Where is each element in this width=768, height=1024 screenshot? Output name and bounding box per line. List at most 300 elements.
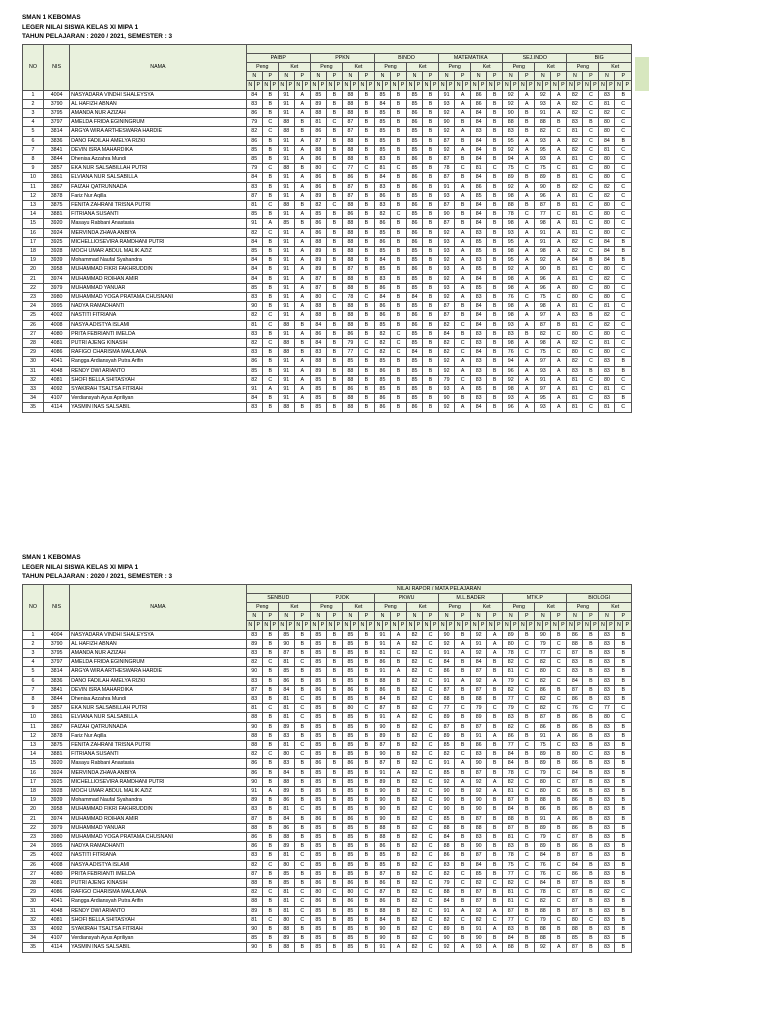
grade-cell: C [455, 879, 471, 888]
grade-cell: B [615, 658, 632, 667]
grade-cell: 88 [342, 274, 358, 283]
grade-cell: B [358, 136, 374, 145]
np-subheader: P [366, 81, 374, 90]
grade-cell: 90 [246, 925, 262, 934]
grade-cell: 88 [342, 136, 358, 145]
student-name: MOCH UMAR ABDUL MALIK AZIZ [70, 786, 247, 795]
grade-cell: 82 [439, 869, 455, 878]
grade-cell: C [423, 925, 439, 934]
grade-cell: 84 [374, 173, 390, 182]
grade-cell: 87 [439, 219, 455, 228]
grade-cell: 88 [310, 237, 326, 246]
grade-cell: 92 [535, 90, 551, 99]
grade-cell: 81 [567, 219, 583, 228]
grade-cell: 90 [439, 630, 455, 639]
row-number: 28 [23, 338, 44, 347]
grade-cell: 81 [374, 648, 390, 657]
grade-cell: 86 [246, 832, 262, 841]
grade-cell: A [294, 375, 310, 384]
row-number: 14 [23, 210, 44, 219]
grade-cell: B [326, 237, 342, 246]
grade-cell: C [487, 164, 503, 173]
grade-cell: B [583, 311, 599, 320]
grade-cell: C [519, 667, 535, 676]
row-number: 20 [23, 805, 44, 814]
grade-cell: 82 [407, 676, 423, 685]
grade-cell: 88 [342, 99, 358, 108]
grade-cell: A [455, 648, 471, 657]
grade-cell: B [615, 676, 632, 685]
grade-cell: B [423, 375, 439, 384]
row-number: 23 [23, 292, 44, 301]
grade-cell: B [326, 805, 342, 814]
np-header: P [262, 72, 278, 81]
table-head [23, 584, 632, 630]
grade-cell: C [519, 658, 535, 667]
grade-cell: B [326, 879, 342, 888]
grade-cell: 83 [471, 338, 487, 347]
grade-cell: A [294, 99, 310, 108]
grade-cell: 79 [535, 832, 551, 841]
grade-cell: 90 [471, 796, 487, 805]
grade-cell: C [615, 311, 632, 320]
np-subheader: P [591, 81, 599, 90]
grade-cell: 84 [246, 90, 262, 99]
row-number: 27 [23, 329, 44, 338]
grade-cell: 82 [407, 943, 423, 952]
row-number: 7 [23, 685, 44, 694]
grade-cell: 87 [535, 320, 551, 329]
grade-cell: B [262, 348, 278, 357]
grade-cell: 85 [310, 786, 326, 795]
student-name: AMELDA FRIDA EGININGRUM [70, 118, 247, 127]
grade-cell: C [423, 832, 439, 841]
student-nis: 4086 [44, 888, 70, 897]
grade-cell: 83 [471, 375, 487, 384]
grade-cell: A [519, 320, 535, 329]
student-name: FENITA ZAHRANI TRISNA PUTRI [70, 740, 247, 749]
grade-cell: B [358, 302, 374, 311]
grade-cell: 82 [439, 338, 455, 347]
grade-cell: 85 [278, 630, 294, 639]
student-row [23, 228, 632, 237]
grade-cell: 76 [503, 348, 519, 357]
grade-cell: 88 [342, 200, 358, 209]
grade-cell: B [487, 219, 503, 228]
grade-cell: 86 [278, 823, 294, 832]
grade-cell: 86 [374, 879, 390, 888]
grade-table [22, 584, 632, 953]
grade-cell: 88 [246, 731, 262, 740]
grade-cell: C [262, 750, 278, 759]
grade-cell: 83 [246, 805, 262, 814]
grade-cell: 86 [374, 302, 390, 311]
grade-cell: 88 [278, 127, 294, 136]
col-header-nama: NAMA [70, 44, 247, 90]
grade-cell: 82 [407, 823, 423, 832]
grade-cell: B [519, 759, 535, 768]
grade-cell: 82 [567, 136, 583, 145]
grade-cell: 86 [567, 786, 583, 795]
grade-cell: C [423, 915, 439, 924]
ket-header: Ket [407, 602, 439, 611]
grade-cell: B [391, 722, 407, 731]
grade-cell: C [391, 338, 407, 347]
grade-cell: 91 [278, 108, 294, 117]
grade-cell: C [615, 191, 632, 200]
grade-cell: 81 [599, 385, 615, 394]
grade-cell: B [326, 814, 342, 823]
grade-cell: A [487, 648, 503, 657]
grade-cell: B [326, 823, 342, 832]
grade-cell: 85 [407, 338, 423, 347]
student-row [23, 403, 632, 412]
np-header: P [391, 612, 407, 621]
grade-cell: 83 [246, 403, 262, 412]
grade-cell: C [326, 200, 342, 209]
grade-cell: 86 [567, 722, 583, 731]
grade-cell: C [423, 722, 439, 731]
grade-cell: 86 [310, 219, 326, 228]
grade-cell: 85 [407, 136, 423, 145]
student-nis: 3867 [44, 182, 70, 191]
student-row [23, 256, 632, 265]
np-header: N [503, 72, 519, 81]
grade-cell: 81 [246, 915, 262, 924]
grade-cell: B [358, 759, 374, 768]
grade-cell: 86 [310, 154, 326, 163]
grade-cell: 91 [278, 154, 294, 163]
grade-cell: 96 [535, 191, 551, 200]
col-header-nis: NIS [44, 44, 70, 90]
grade-cell: 88 [535, 796, 551, 805]
grade-cell: 91 [374, 713, 390, 722]
grade-cell: 83 [374, 182, 390, 191]
grade-cell: C [262, 658, 278, 667]
grade-cell: 79 [439, 375, 455, 384]
grade-cell: 88 [535, 906, 551, 915]
grade-cell: 86 [374, 237, 390, 246]
np-subheader: P [270, 621, 278, 630]
np-header: P [487, 612, 503, 621]
grade-cell: C [455, 320, 471, 329]
grade-cell: 93 [471, 943, 487, 952]
grade-cell: 90 [246, 302, 262, 311]
grade-cell: 91 [278, 265, 294, 274]
grade-cell: B [326, 897, 342, 906]
grade-cell: 85 [310, 630, 326, 639]
grade-cell: C [455, 869, 471, 878]
grade-cell: 83 [599, 639, 615, 648]
grade-cell: B [519, 731, 535, 740]
grade-cell: C [551, 897, 567, 906]
grade-cell: B [391, 118, 407, 127]
student-name: Rangga Ardiansyah Putra Arifin [70, 357, 247, 366]
grade-cell: C [583, 99, 599, 108]
grade-cell: 85 [374, 108, 390, 117]
grade-cell: B [326, 311, 342, 320]
np-header: N [374, 612, 390, 621]
grade-cell: B [455, 302, 471, 311]
grade-cell: 83 [599, 759, 615, 768]
row-number: 27 [23, 869, 44, 878]
grade-cell: B [487, 694, 503, 703]
grade-cell: 90 [246, 943, 262, 952]
grade-cell: B [583, 934, 599, 943]
student-row [23, 879, 632, 888]
grade-cell: B [423, 366, 439, 375]
grade-cell: 81 [278, 658, 294, 667]
grade-cell: 83 [246, 648, 262, 657]
grade-cell: B [391, 731, 407, 740]
grade-cell: B [455, 219, 471, 228]
grade-cell: C [294, 658, 310, 667]
grade-cell: 88 [310, 311, 326, 320]
row-number: 24 [23, 842, 44, 851]
grade-cell: B [615, 731, 632, 740]
grade-cell: B [487, 256, 503, 265]
grade-cell: 85 [342, 860, 358, 869]
subject-header: SEJ.INDO [503, 53, 567, 62]
grade-cell: B [455, 860, 471, 869]
grade-cell: B [583, 759, 599, 768]
grade-cell: 87 [503, 823, 519, 832]
student-nis: 3795 [44, 648, 70, 657]
grade-cell: B [391, 357, 407, 366]
grade-cell: B [487, 237, 503, 246]
np-header: P [423, 72, 439, 81]
grade-cell: 86 [342, 759, 358, 768]
grade-cell: B [423, 90, 439, 99]
grade-cell: B [358, 265, 374, 274]
row-number: 24 [23, 302, 44, 311]
grade-cell: C [519, 740, 535, 749]
grade-cell: C [423, 750, 439, 759]
grade-cell: A [294, 191, 310, 200]
peng-header: Peng [503, 62, 535, 71]
grade-cell: B [358, 842, 374, 851]
grade-cell: B [326, 667, 342, 676]
grade-cell: B [391, 136, 407, 145]
grade-cell: B [358, 768, 374, 777]
grade-cell: B [391, 851, 407, 860]
np-subheader: N [246, 621, 254, 630]
grade-cell: B [262, 237, 278, 246]
student-row [23, 246, 632, 255]
grade-cell: 94 [503, 357, 519, 366]
grade-cell: C [358, 292, 374, 301]
grade-cell: 86 [407, 237, 423, 246]
grade-cell: C [423, 796, 439, 805]
grade-cell: 85 [310, 90, 326, 99]
grade-cell: B [455, 934, 471, 943]
grade-cell: 82 [567, 338, 583, 347]
grade-cell: 83 [599, 630, 615, 639]
grade-cell: A [519, 228, 535, 237]
grade-cell: B [551, 750, 567, 759]
grade-cell: 91 [278, 210, 294, 219]
grade-cell: A [294, 265, 310, 274]
row-number: 18 [23, 786, 44, 795]
grade-cell: A [519, 99, 535, 108]
student-nis: 3790 [44, 639, 70, 648]
grade-cell: 79 [503, 676, 519, 685]
grade-cell: 84 [503, 934, 519, 943]
grade-cell: B [519, 329, 535, 338]
grade-cell: 88 [278, 403, 294, 412]
grade-cell: 89 [503, 173, 519, 182]
grade-cell: B [262, 869, 278, 878]
grade-cell: B [583, 118, 599, 127]
grade-cell: 82 [246, 750, 262, 759]
grade-cell: A [294, 228, 310, 237]
grade-cell: C [423, 888, 439, 897]
grade-cell: B [262, 210, 278, 219]
grade-cell: B [262, 283, 278, 292]
student-name: MUHAMMAD YOGA PRATAMA CHUSNANI [70, 292, 247, 301]
grade-cell: 86 [342, 173, 358, 182]
grade-cell: B [326, 731, 342, 740]
grade-cell: B [583, 879, 599, 888]
grade-cell: 93 [535, 154, 551, 163]
grade-cell: A [455, 906, 471, 915]
grade-cell: 85 [374, 127, 390, 136]
grade-cell: A [455, 127, 471, 136]
grade-cell: 82 [407, 630, 423, 639]
student-nis: 4081 [44, 879, 70, 888]
grade-cell: B [423, 164, 439, 173]
grade-cell: 85 [310, 768, 326, 777]
grade-cell: 89 [535, 823, 551, 832]
grade-cell: 86 [535, 685, 551, 694]
row-number: 8 [23, 694, 44, 703]
student-name: NADYA RAMADHANTI [70, 842, 247, 851]
grade-cell: 87 [246, 191, 262, 200]
grade-cell: 85 [342, 786, 358, 795]
grade-cell: 84 [374, 256, 390, 265]
grade-cell: 85 [310, 805, 326, 814]
grade-cell: B [358, 851, 374, 860]
grade-cell: 87 [503, 796, 519, 805]
grade-cell: C [294, 805, 310, 814]
grade-cell: 90 [471, 842, 487, 851]
grade-cell: B [391, 888, 407, 897]
grade-cell: 88 [342, 394, 358, 403]
grade-cell: B [391, 108, 407, 117]
grade-cell: 86 [342, 814, 358, 823]
grade-cell: 83 [471, 292, 487, 301]
grade-cell: B [487, 869, 503, 878]
grade-cell: C [262, 860, 278, 869]
grade-cell: 82 [407, 713, 423, 722]
grade-cell: A [455, 108, 471, 117]
grade-cell: B [615, 851, 632, 860]
grade-cell: B [391, 676, 407, 685]
grade-cell: B [326, 108, 342, 117]
student-nis: 4080 [44, 869, 70, 878]
grade-cell: C [583, 385, 599, 394]
grade-cell: B [423, 265, 439, 274]
grade-cell: 90 [374, 796, 390, 805]
student-name: RAFIGO CHARISMA MAULANA [70, 348, 247, 357]
grade-cell: 82 [567, 99, 583, 108]
student-name: RAFIGO CHARISMA MAULANA [70, 888, 247, 897]
grade-cell: 89 [439, 713, 455, 722]
np-subheader: P [543, 81, 551, 90]
grade-cell: A [294, 173, 310, 182]
grade-cell: 85 [310, 777, 326, 786]
student-name: PRITA FEBRIANTI IMELDA [70, 329, 247, 338]
grade-cell: 86 [567, 796, 583, 805]
grade-cell: A [519, 90, 535, 99]
grade-cell: B [519, 713, 535, 722]
row-number: 1 [23, 630, 44, 639]
student-row [23, 943, 632, 952]
grade-cell: 86 [342, 210, 358, 219]
grade-cell: B [326, 851, 342, 860]
grade-cell: 82 [407, 731, 423, 740]
grade-cell: B [487, 246, 503, 255]
grade-cell: 90 [439, 394, 455, 403]
student-row [23, 704, 632, 713]
student-name: PUTRI AJENG KINASIH [70, 879, 247, 888]
academic-year: TAHUN PELAJARAN : 2020 / 2021, SEMESTER : 3 [22, 573, 173, 580]
student-name: YASMIN INAS SALSABIL [70, 403, 247, 412]
peng-header: Peng [439, 602, 471, 611]
grade-cell: A [551, 283, 567, 292]
grade-cell: 85 [310, 906, 326, 915]
grade-cell: C [423, 860, 439, 869]
grade-cell: 88 [278, 320, 294, 329]
grade-cell: 80 [599, 164, 615, 173]
np-subheader: P [527, 621, 535, 630]
grade-cell: B [358, 154, 374, 163]
grade-cell: 85 [310, 731, 326, 740]
grade-cell: A [294, 357, 310, 366]
grade-cell: 85 [246, 154, 262, 163]
ket-header: Ket [342, 602, 374, 611]
grade-cell: 87 [310, 136, 326, 145]
grade-cell: A [551, 237, 567, 246]
np-subheader: P [463, 621, 471, 630]
np-header: N [278, 612, 294, 621]
grade-cell: B [262, 108, 278, 117]
grade-cell: B [262, 851, 278, 860]
student-name: MICHELLIOSEVIRA RAMDHANI PUTRI [70, 777, 247, 786]
grade-cell: C [326, 888, 342, 897]
grade-cell: 90 [471, 934, 487, 943]
grade-cell: B [391, 265, 407, 274]
student-nis: 4048 [44, 906, 70, 915]
grade-cell: 82 [407, 906, 423, 915]
grade-cell: A [487, 925, 503, 934]
grade-cell: 85 [310, 925, 326, 934]
grade-cell: B [326, 375, 342, 384]
grade-cell: 80 [599, 127, 615, 136]
grade-cell: A [455, 228, 471, 237]
grade-cell: C [294, 851, 310, 860]
grade-cell: B [326, 302, 342, 311]
grade-cell: B [583, 851, 599, 860]
grade-cell: A [391, 713, 407, 722]
grade-cell: A [294, 108, 310, 117]
np-subheader: P [607, 81, 615, 90]
row-number: 31 [23, 906, 44, 915]
grade-cell: B [391, 915, 407, 924]
grade-cell: 88 [310, 145, 326, 154]
row-number: 15 [23, 759, 44, 768]
grade-cell: 84 [310, 338, 326, 347]
